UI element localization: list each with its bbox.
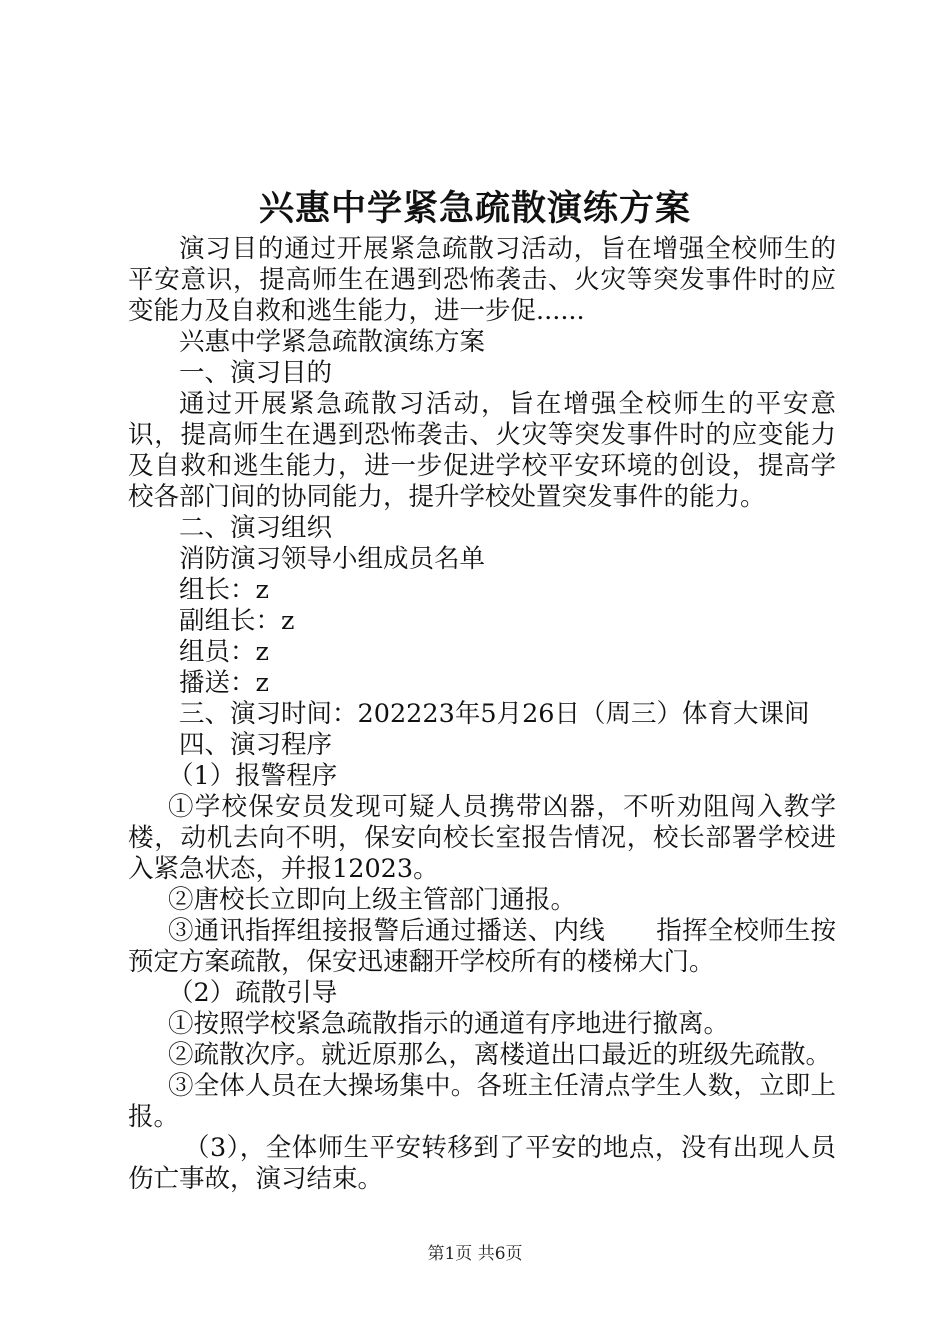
evacuation-step-3: ③全体人员在大操场集中。各班主任清点学生人数，立即上报。	[128, 1071, 836, 1132]
deputy-leader-line: 副组长：z	[179, 606, 295, 636]
evacuation-step-1: ①按照学校紧急疏散指示的通道有序地进行撤离。	[168, 1009, 730, 1039]
section-heading-organization: 二、演习组织	[179, 513, 333, 543]
evacuation-step-2: ②疏散次序。就近原那么，离楼道出口最近的班级先疏散。	[168, 1040, 832, 1070]
subtitle-line: 兴惠中学紧急疏散演练方案	[179, 327, 486, 357]
alarm-procedure-heading: （1）报警程序	[168, 761, 338, 791]
purpose-paragraph: 通过开展紧急疏散习活动，旨在增强全校师生的平安意识，提高师生在遇到恐怖袭击、火灾等突发事件时的应变能力及自救和逃生能力，进一步促进学校平安环境的创设，提高学校各部门间的协同能力，提升学校处置突发事件的能力。	[128, 389, 836, 512]
summary-paragraph: 演习目的通过开展紧急疏散习活动，旨在增强全校师生的平安意识，提高师生在遇到恐怖袭击、火灾等突发事件时的应变能力及自救和逃生能力，进一步促......	[128, 234, 836, 326]
page-footer: 第1页 共6页	[427, 1244, 523, 1264]
leader-line: 组长：z	[179, 575, 269, 605]
conclusion-paragraph: （3），全体师生平安转移到了平安的地点，没有出现人员伤亡事故，演习结束。	[128, 1133, 836, 1194]
section-heading-procedure: 四、演习程序	[179, 730, 333, 760]
alarm-step-1: ①学校保安员发现可疑人员携带凶器，不听劝阻闯入教学楼，动机去向不明，保安向校长室报告情况，校长部署学校进入紧急状态，并报12023。	[128, 792, 836, 884]
alarm-step-3: ③通讯指挥组接报警后通过播送、内线 指挥全校师生按预定方案疏散，保安迅速翻开学校所有的楼梯大门。	[128, 916, 836, 977]
section-heading-purpose: 一、演习目的	[179, 358, 333, 388]
evacuation-guide-heading: （2）疏散引导	[168, 978, 338, 1008]
alarm-step-2: ②唐校长立即向上级主管部门通报。	[168, 885, 577, 915]
leadership-list-heading: 消防演习领导小组成员名单	[179, 544, 486, 574]
members-line: 组员：z	[179, 637, 269, 667]
section-heading-time: 三、演习时间：202223年5月26日（周三）体育大课间	[179, 699, 810, 729]
document-title: 兴惠中学紧急疏散演练方案	[258, 188, 691, 229]
broadcast-line: 播送：z	[179, 668, 269, 698]
document-body	[128, 234, 836, 1195]
